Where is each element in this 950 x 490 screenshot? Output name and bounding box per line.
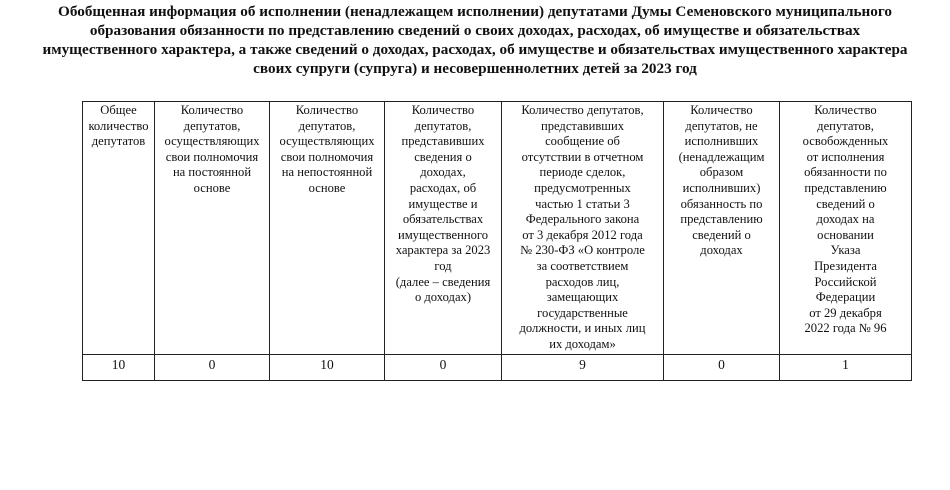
cell-submitted-income-info: 0 [385,354,502,380]
header-submitted-income-info: Количество депутатов, представивших сведения о доходах, расходах, об имуществе и обязательствах имущественного характера за 2023 год (далее – сведения о доходах) [385,102,502,355]
header-total-deputies: Общее количество депутатов [83,102,155,355]
cell-non-permanent-deputies: 10 [270,354,385,380]
header-submitted-no-transactions: Количество депутатов, представивших сообщение об отсутствии в отчетном периоде сделок, предусмотренных частью 1 статьи 3 Федерального закона от 3 декабря 2012 года № 230-ФЗ «О контроле за соответствием расходов лиц, замещающих государственные должности, и иных лиц их доходам» [502,102,664,355]
header-permanent-deputies: Количество депутатов, осуществляющих свои полномочия на постоянной основе [155,102,270,355]
page-title: Обобщенная информация об исполнении (ненадлежащем исполнении) депутатами Думы Семеновского муниципального образования обязанности по представлению сведений о своих доходах, расходах, об имуществе и обязательствах имущественного характера, а также сведений о доходах, расходах, об имуществе и обязательствах имущественного характера своих супруги (супруга) и несовершеннолетних детей за 2023 год [42,3,908,77]
header-not-fulfilled: Количество депутатов, не исполнивших (ненадлежащим образом исполнивших) обязанность по представлению сведений о доходах [664,102,780,355]
table-header-row [83,102,912,355]
cell-submitted-no-transactions: 9 [502,354,664,380]
header-non-permanent-deputies: Количество депутатов, осуществляющих свои полномочия на непостоянной основе [270,102,385,355]
cell-total-deputies: 10 [83,354,155,380]
cell-permanent-deputies: 0 [155,354,270,380]
cell-exempted: 1 [780,354,912,380]
cell-not-fulfilled: 0 [664,354,780,380]
header-exempted: Количество депутатов, освобожденных от исполнения обязанности по представлению сведений о доходах на основании Указа Президента Российской Федерации от 29 декабря 2022 года № 96 [780,102,912,355]
report-table [82,101,912,381]
table-row [83,354,912,380]
